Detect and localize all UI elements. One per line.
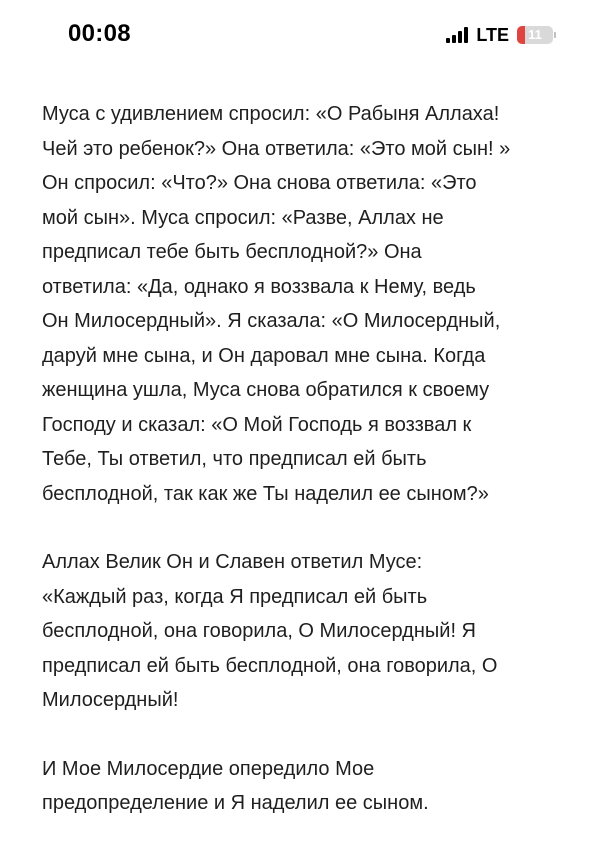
paragraph-1: Муса с удивлением спросил: «О Рабыня Аллаха! Чей это ребенок?» Она ответила: «Это мой сын! » Он спросил: «Что?» Она снова ответила: «Это мой сын». Муса спросил: «Разве, Аллах не предписал тебе быть бесплодной?» Она ответила: «Да, однако я воззвала к Нему, ведь Он Милосердный». Я сказала: «О Милосердный, даруй мне сына, и Он даровал мне сына. Когда женщина ушла, Муса снова обратился к своему Господу и сказал: «О Мой Господь я воззвал к Тебе, Ты ответил, что предписал ей быть бесплодной, так как же Ты наделил ее сыном?»: [42, 103, 511, 505]
status-bar: [0, 0, 600, 70]
network-type: LTE: [476, 24, 509, 45]
cellular-signal-icon: [446, 27, 468, 43]
battery-tip: [554, 32, 556, 38]
status-time: 00:08: [68, 20, 131, 47]
paragraph-2: Аллах Велик Он и Славен ответил Мусе: «Каждый раз, когда Я предписал ей быть бесплодной, она говорила, О Милосердный! Я предписал ей быть бесплодной, она говорила, О Милосердный!: [42, 551, 498, 711]
battery-level: 11: [528, 27, 542, 42]
paragraph-3: И Мое Милосердие опередило Мое предопределение и Я наделил ее сыном.: [42, 757, 429, 814]
article-body: [42, 97, 572, 855]
battery-icon: [517, 26, 553, 44]
status-indicators: [446, 24, 556, 46]
